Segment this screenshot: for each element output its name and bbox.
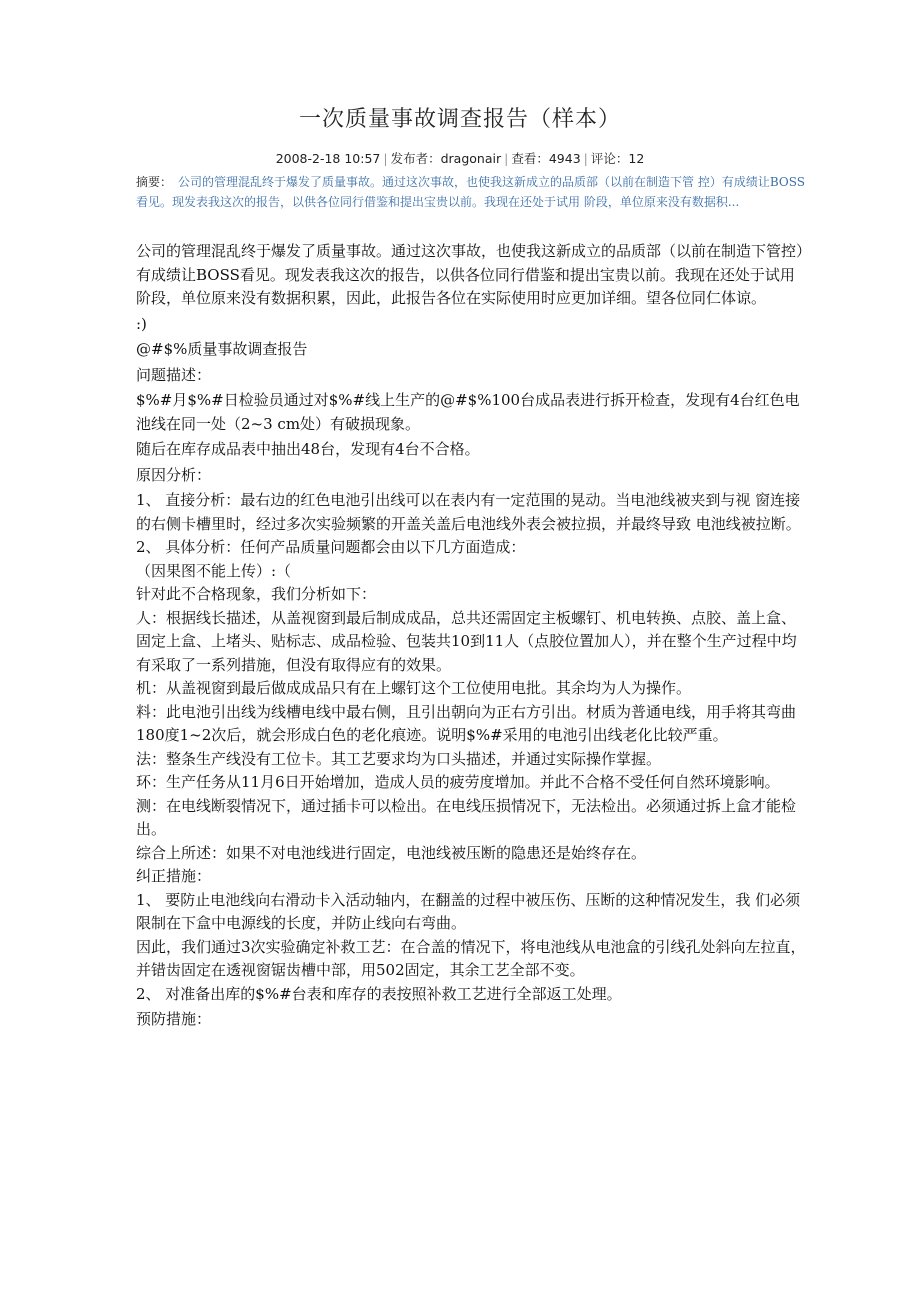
comments-count[interactable]: 12 bbox=[628, 151, 645, 166]
paragraph-machine: 机：从盖视窗到最后做成成品只有在上螺钉这个工位使用电批。其余均为人为操作。 bbox=[136, 679, 692, 697]
page-title: 一次质量事故调查报告（样本） bbox=[298, 107, 621, 132]
paragraph-corrective-2: 2、 对准备出库的$%#台表和库存的表按照补救工艺进行全部返工处理。 bbox=[136, 984, 622, 1003]
views-count: 4943 bbox=[548, 151, 581, 166]
section-corrective-heading: 纠正措施： bbox=[136, 867, 212, 885]
meta-separator: | bbox=[583, 151, 588, 166]
paragraph-problem-1: $%#月$%#日检验员通过对$%#线上生产的@#$%100台成品表进行拆开检查，发现有4台红色电池线在同一处（2~3 cm处）有破损现象。 bbox=[136, 391, 800, 433]
paragraph-corrective-remedy: 因此，我们通过3次实验确定补救工艺：在合盖的情况下，将电池线从电池盒的引线孔处斜向左拉直，并错齿固定在透视窗锯齿槽中部，用502固定，其余工艺全部不变。 bbox=[136, 937, 806, 979]
paragraph-fishbone-note: （因果图不能上传）:（ bbox=[136, 561, 292, 580]
paragraph-cause-direct: 1、 直接分析：最右边的红色电池引出线可以在表内有一定范围的晃动。当电池线被夹到与视 窗连接的右侧卡槽里时，经过多次实验频繁的开盖关盖后电池线外表会被拉损，并最终导致 电池线被拉断。 bbox=[136, 491, 801, 533]
section-cause-heading: 原因分析： bbox=[136, 465, 212, 484]
paragraph-problem-2: 随后在库存成品表中抽出48台，发现有4台不合格。 bbox=[136, 440, 480, 458]
article-summary bbox=[136, 172, 808, 212]
post-date: 2008-2-18 10:57 bbox=[275, 151, 381, 166]
paragraph-measurement: 测：在电线断裂情况下，通过插卡可以检出。在电线压损情况下，无法检出。必须通过拆上盒才能检出。 bbox=[136, 796, 797, 838]
section-preventive-heading: 预防措施： bbox=[136, 1010, 212, 1028]
meta-separator: | bbox=[504, 151, 509, 166]
paragraph-analysis-intro: 针对此不合格现象，我们分析如下： bbox=[136, 585, 377, 603]
summary-text: 公司的管理混乱终于爆发了质量事故。通过这次事故，也使我这新成立的品质部（以前在制造下管 控）有成绩让BOSS看见。现发表我这次的报告，以供各位同行借鉴和提出宝贵以前。我现在还处于试用 阶段，单位原来没有数据积... bbox=[136, 175, 805, 209]
section-problem-heading: 问题描述： bbox=[136, 365, 212, 384]
author-label: 发布者： bbox=[390, 151, 441, 166]
paragraph-material: 料：此电池引出线为线槽电线中最右侧，且引出朝向为正右方引出。材质为普通电线，用手将其弯曲180度1~2次后，就会形成白色的老化痕迹。说明$%#采用的电池引出线老化比较严重。 bbox=[136, 702, 797, 744]
paragraph-cause-specific: 2、 具体分析：任何产品质量问题都会由以下几方面造成： bbox=[136, 538, 526, 556]
paragraph-environment: 环：生产任务从11月6日开始增加，造成人员的疲劳度增加。并此不合格不受任何自然环境影响。 bbox=[136, 773, 780, 791]
report-heading: @#$%质量事故调查报告 bbox=[136, 340, 308, 358]
meta-separator: | bbox=[383, 151, 388, 166]
paragraph-corrective-1: 1、 要防止电池线向右滑动卡入活动轴内，在翻盖的过程中被压伤、压断的这种情况发生，我 们必须限制在下盒中电源线的长度，并防止线向右弯曲。 bbox=[136, 890, 801, 932]
author-name[interactable]: dragonair bbox=[440, 151, 502, 166]
summary-label: 摘要： bbox=[136, 175, 173, 189]
comments-label: 评论： bbox=[590, 151, 629, 166]
article-body bbox=[136, 240, 808, 1032]
paragraph-intro: 公司的管理混乱终于爆发了质量事故。通过这次事故，也使我这新成立的品质部（以前在制造下管控）有成绩让BOSS看见。现发表我这次的报告，以供各位同行借鉴和提出宝贵以前。我现在还处于试用阶段，单位原来没有数据积累，因此，此报告各位在实际使用时应更加详细。望各位同仁体谅。 bbox=[136, 242, 804, 307]
views-label: 查看： bbox=[511, 151, 549, 166]
paragraph-method: 法：整条生产线没有工位卡。其工艺要求均为口头描述，并通过实际操作掌握。 bbox=[136, 749, 662, 768]
paragraph-smiley: :) bbox=[136, 314, 147, 333]
post-meta bbox=[0, 149, 920, 167]
paragraph-man: 人：根据线长描述，从盖视窗到最后制成成品，总共还需固定主板螺钉、机电转换、点胶、盖上盒、固定上盒、上堵头、贴标志、成品检验、包装共10到11人（点胶位置加人），并在整个生产过程中均有采取了一系列措施，但没有取得应有的效果。 bbox=[136, 608, 797, 674]
paragraph-conclusion: 综合上所述：如果不对电池线进行固定，电池线被压断的隐患还是始终存在。 bbox=[136, 843, 647, 862]
